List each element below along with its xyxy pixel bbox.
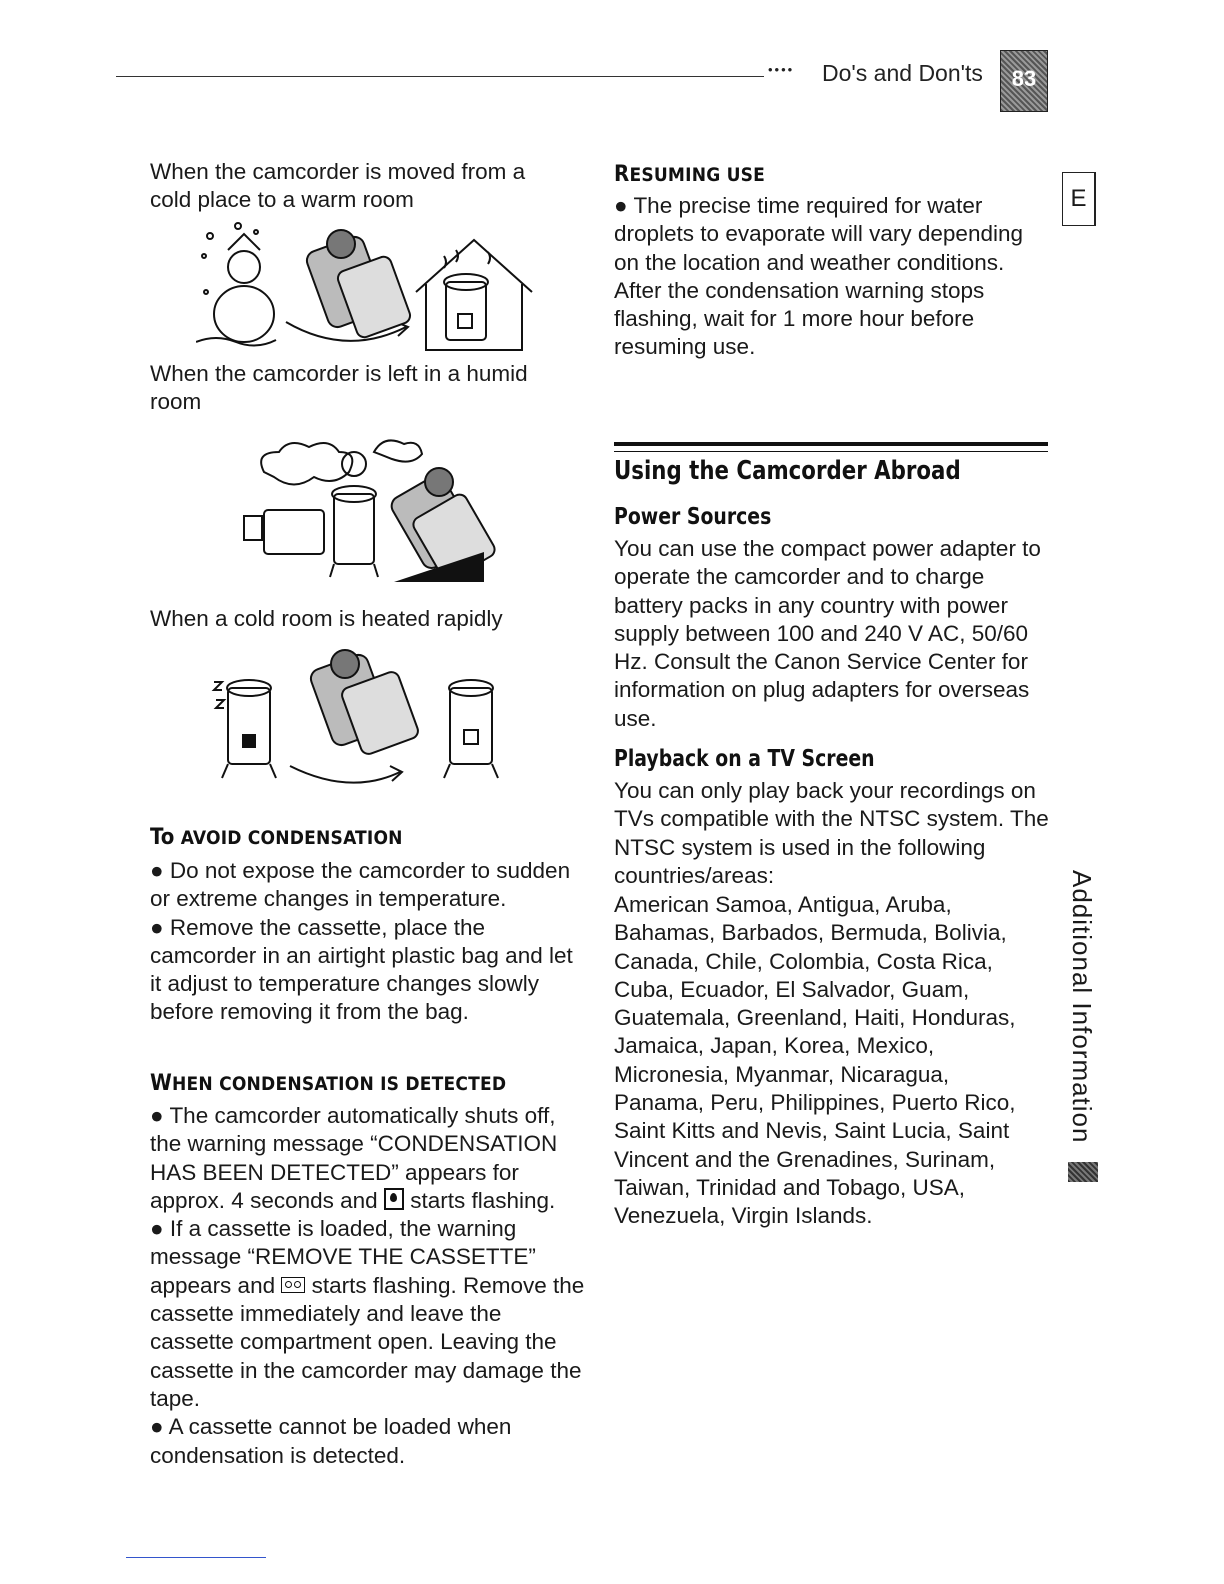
footer-rule [126, 1557, 266, 1558]
cassette-warning-icon [281, 1277, 305, 1293]
tv-playback-text: You can only play back your recordings on TVs compatible with the NTSC system. The NTSC system is used in the following countries/areas: [614, 778, 1049, 888]
warm-house [416, 240, 532, 350]
illustration-cold-to-warm [196, 222, 536, 357]
detected-bullet: ● A cassette cannot be loaded when condensation is detected. [150, 1414, 512, 1468]
detected-bullet: ● If a cassette is loaded, the warning message “REMOVE THE CASSETTE” appears and starts flashing. Remove the cassette immediately and leave the cassette compartment open. Leaving the cassette in the camcorder may damage the tape. [150, 1216, 585, 1411]
section-rule [614, 442, 1048, 446]
resuming-use-section [614, 162, 1054, 187]
cold-heater [228, 688, 270, 764]
side-section-label: Additional Information [1067, 870, 1097, 1144]
condensation-detected-heading: WHEN CONDENSATION IS DETECTED [150, 1071, 507, 1096]
heat-arrow [290, 766, 400, 783]
resuming-bullet: ● The precise time required for water droplets to evaporate will vary depending on the location and weather conditions. After the condensation warning stops flashing, wait for 1 more hour before resuming use. [614, 193, 1023, 360]
illustration-humid-room [234, 432, 514, 592]
camcorder-drawing [308, 650, 420, 756]
steam-cloud [261, 443, 352, 485]
power-sources-heading: Power Sources [614, 504, 772, 530]
snowman-body [214, 286, 274, 342]
illustration-heated-rapidly [210, 648, 510, 788]
caption-heated-rapidly: When a cold room is heated rapidly [150, 606, 503, 631]
caption-cold-to-warm: When the camcorder is moved from a cold place to a warm room [150, 159, 526, 213]
page-number-badge [1000, 50, 1048, 112]
power-sources-section [614, 504, 1054, 530]
avoid-condensation-section [150, 825, 590, 850]
resuming-use-text-block [614, 192, 1054, 362]
avoid-bullet: ● Do not expose the camcorder to sudden or extreme changes in temperature. [150, 858, 571, 912]
hot-heater [450, 688, 492, 764]
page-number: 83 [1011, 66, 1037, 91]
ntsc-country-list: American Samoa, Antigua, Aruba, Bahamas, Barbados, Bermuda, Bolivia, Canada, Chile, Colombia, Costa Rica, Cuba, Ecuador, El Salvador, Guam, Guatemala, Greenland, Haiti, Honduras, Jamaica, Japan, Korea, Mexico, Micronesia, Myanmar, Nicaragua, Panama, Peru, Philippines, Puerto Rico, Saint Kitts and Nevis, Saint Lucia, Saint Vincent and the Grenadines, Surinam, Taiwan, Trinidad and Tobago, USA, Venezuela, Virgin Islands. [614, 892, 1016, 1229]
avoid-bullet: ● Remove the cassette, place the camcorder in an airtight plastic bag and let it adjust to temperature changes slowly before removing it from the bag. [150, 914, 573, 1025]
caption-humid-room: When the camcorder is left in a humid room [150, 361, 528, 415]
condensation-detected-bullets [150, 1102, 590, 1470]
snowman-head [228, 251, 260, 283]
side-section-marker [1068, 1162, 1098, 1182]
camcorder-drawing [304, 230, 412, 339]
detected-bullet: ● The camcorder automatically shuts off, the warning message “CONDENSATION HAS BEEN DETECTED” appears for approx. 4 seconds and starts flashing. [150, 1103, 558, 1213]
condensation-detected-section [150, 1071, 590, 1096]
power-sources-text: You can use the compact power adapter to operate the camcorder and to charge battery packs in any country with power supply between 100 and 240 V AC, 50/60 Hz. Consult the Canon Service Center for information on plug adapters for overseas use. [614, 536, 1041, 731]
header-title: Do's and Don'ts [822, 60, 983, 86]
avoid-condensation-heading: To AVOID CONDENSATION [150, 825, 403, 850]
language-tab: E [1062, 172, 1096, 226]
tv-playback-section [614, 746, 1054, 772]
header-rule [116, 76, 764, 77]
resuming-use-heading: RESUMING USE [614, 162, 766, 187]
header-dots: •••• [768, 62, 795, 77]
section-rule-thin [614, 451, 1048, 452]
condensation-icon [384, 1188, 404, 1210]
avoid-condensation-bullets [150, 857, 590, 1027]
tv-playback-heading: Playback on a TV Screen [614, 746, 875, 772]
humidifier [264, 510, 324, 554]
section-title-abroad: Using the Camcorder Abroad [614, 456, 961, 486]
